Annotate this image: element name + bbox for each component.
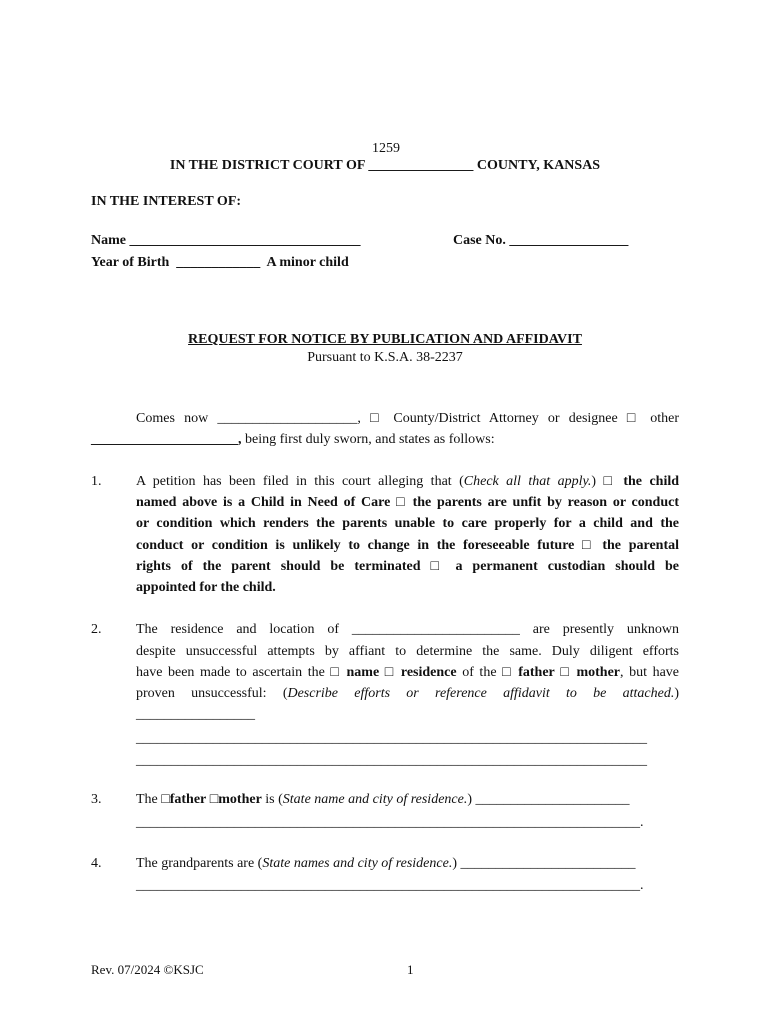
paragraph-2-number: 2. <box>91 622 102 637</box>
p3-blank[interactable]: ) ______________________ <box>467 792 630 807</box>
checkbox-icon[interactable]: □ <box>161 792 170 807</box>
paragraph-1-line-4 <box>136 538 679 554</box>
page-number: 1 <box>407 962 414 977</box>
p1-option-child: the child <box>623 474 680 489</box>
checkbox-icon[interactable]: □ <box>502 665 513 680</box>
revision-footer: Rev. 07/2024 ©KSJC <box>91 962 204 977</box>
p1-option-custodian: a permanent custodian should be <box>455 559 680 574</box>
p1-text: conduct or condition is unlikely to change in the foreseeable future <box>136 538 575 553</box>
checkbox-icon[interactable]: □ <box>560 665 571 680</box>
p4-italic: State names and city of residence. <box>262 856 453 871</box>
p1-option-terminate: the parental <box>602 538 679 553</box>
p2-text: proven unsuccessful: ( <box>136 686 288 701</box>
paragraph-2-line-4 <box>136 686 679 702</box>
p2-text: ) <box>674 686 679 701</box>
paragraph-2-line-3 <box>136 665 679 681</box>
p1-option-cinc: named above is a Child in Need of Care <box>136 495 391 510</box>
paragraph-2-line-2: despite unsuccessful attempts by affiant to determine the same. Duly diligent efforts <box>136 644 679 659</box>
p2-text: have been made to ascertain the <box>136 665 325 680</box>
paragraph-1-number: 1. <box>91 474 102 489</box>
case-number-blank[interactable]: _________________ <box>509 233 629 248</box>
checkbox-icon[interactable]: □ <box>626 411 642 426</box>
p3-text: The <box>136 792 158 807</box>
form-number: 1259 <box>372 141 400 156</box>
p2-text: of the <box>462 665 497 680</box>
p2-option-mother: mother <box>576 665 621 680</box>
p1-text: rights of the parent should be terminated <box>136 559 421 574</box>
p3-italic: State name and city of residence. <box>282 792 468 807</box>
name-label: Name <box>91 233 126 248</box>
paragraph-2-line-1: The residence and location of ________________________ are presently unknown <box>136 622 679 637</box>
checkbox-icon[interactable]: □ <box>603 474 616 489</box>
year-of-birth-line <box>91 255 349 271</box>
p2-option-name: name <box>346 665 380 680</box>
p2-option-father: father <box>518 665 555 680</box>
paragraph-2-blank-3[interactable]: _________________________________________________________________________ <box>136 753 647 768</box>
p2-italic: Describe efforts or reference affidavit to be attached. <box>287 686 675 701</box>
document-title: REQUEST FOR NOTICE BY PUBLICATION AND AFFIDAVIT <box>188 332 582 347</box>
p1-text: ) <box>591 474 597 489</box>
sworn-text: being first duly sworn, and states as follows: <box>245 432 495 447</box>
other-blank[interactable]: _____________________, <box>91 432 242 447</box>
paragraph-1-line-5 <box>136 559 679 575</box>
p1-option-unfit: the parents are unfit by reason or conduct <box>412 495 680 510</box>
case-number-line <box>453 233 628 249</box>
document-subtitle: Pursuant to K.S.A. 38-2237 <box>307 350 463 365</box>
year-of-birth-blank[interactable]: ____________ <box>176 255 261 270</box>
minor-child-label: A minor child <box>266 255 349 270</box>
intro-line-2 <box>91 432 495 448</box>
p3-text: is ( <box>265 792 283 807</box>
checkbox-icon[interactable]: □ <box>430 559 446 574</box>
p4-text: The grandparents are ( <box>136 856 263 871</box>
court-heading: IN THE DISTRICT COURT OF _______________ COUNTY, KANSAS <box>169 158 601 173</box>
checkbox-icon[interactable]: □ <box>396 495 407 510</box>
year-of-birth-label: Year of Birth <box>91 255 170 270</box>
county-attorney-label: County/District Attorney or designee <box>393 411 618 426</box>
paragraph-3-line-1 <box>136 792 630 808</box>
p3-option-mother: mother <box>218 792 262 807</box>
name-blank[interactable]: _________________________________ <box>129 233 361 248</box>
name-line <box>91 233 361 249</box>
paragraph-2-blank-1[interactable]: _________________ <box>136 707 255 722</box>
paragraph-3-number: 3. <box>91 792 102 807</box>
intro-line-1 <box>136 411 679 427</box>
case-number-label: Case No. <box>453 233 506 248</box>
checkbox-icon[interactable]: □ <box>384 665 396 680</box>
paragraph-1-line-1 <box>136 474 679 490</box>
paragraph-4-line-1 <box>136 856 635 872</box>
paragraph-1-line-6: appointed for the child. <box>136 580 276 595</box>
paragraph-4-line-2[interactable]: ________________________________________________________________________. <box>136 878 644 893</box>
paragraph-2-blank-2[interactable]: _________________________________________________________________________ <box>136 731 647 746</box>
p1-text: A petition has been filed in this court alleging that ( <box>136 474 464 489</box>
comes-now-text: Comes now ____________________, <box>136 411 361 426</box>
paragraph-1-line-3: or condition which renders the parents unable to care properly for a child and the <box>136 516 679 531</box>
paragraph-1-line-2 <box>136 495 679 511</box>
paragraph-4-number: 4. <box>91 856 102 871</box>
checkbox-icon[interactable]: □ <box>582 538 595 553</box>
paragraph-3-line-2[interactable]: ________________________________________________________________________. <box>136 815 644 830</box>
p4-blank[interactable]: ) _________________________ <box>452 856 636 871</box>
checkbox-icon[interactable]: □ <box>370 411 385 426</box>
checkbox-icon[interactable]: □ <box>209 792 219 807</box>
interest-of-label: IN THE INTEREST OF: <box>91 194 242 209</box>
other-label: other <box>650 411 680 426</box>
checkbox-icon[interactable]: □ <box>330 665 341 680</box>
p1-italic: Check all that apply. <box>463 474 592 489</box>
p2-text: , but have <box>620 665 680 680</box>
p2-option-residence: residence <box>400 665 457 680</box>
p3-option-father: father <box>169 792 207 807</box>
